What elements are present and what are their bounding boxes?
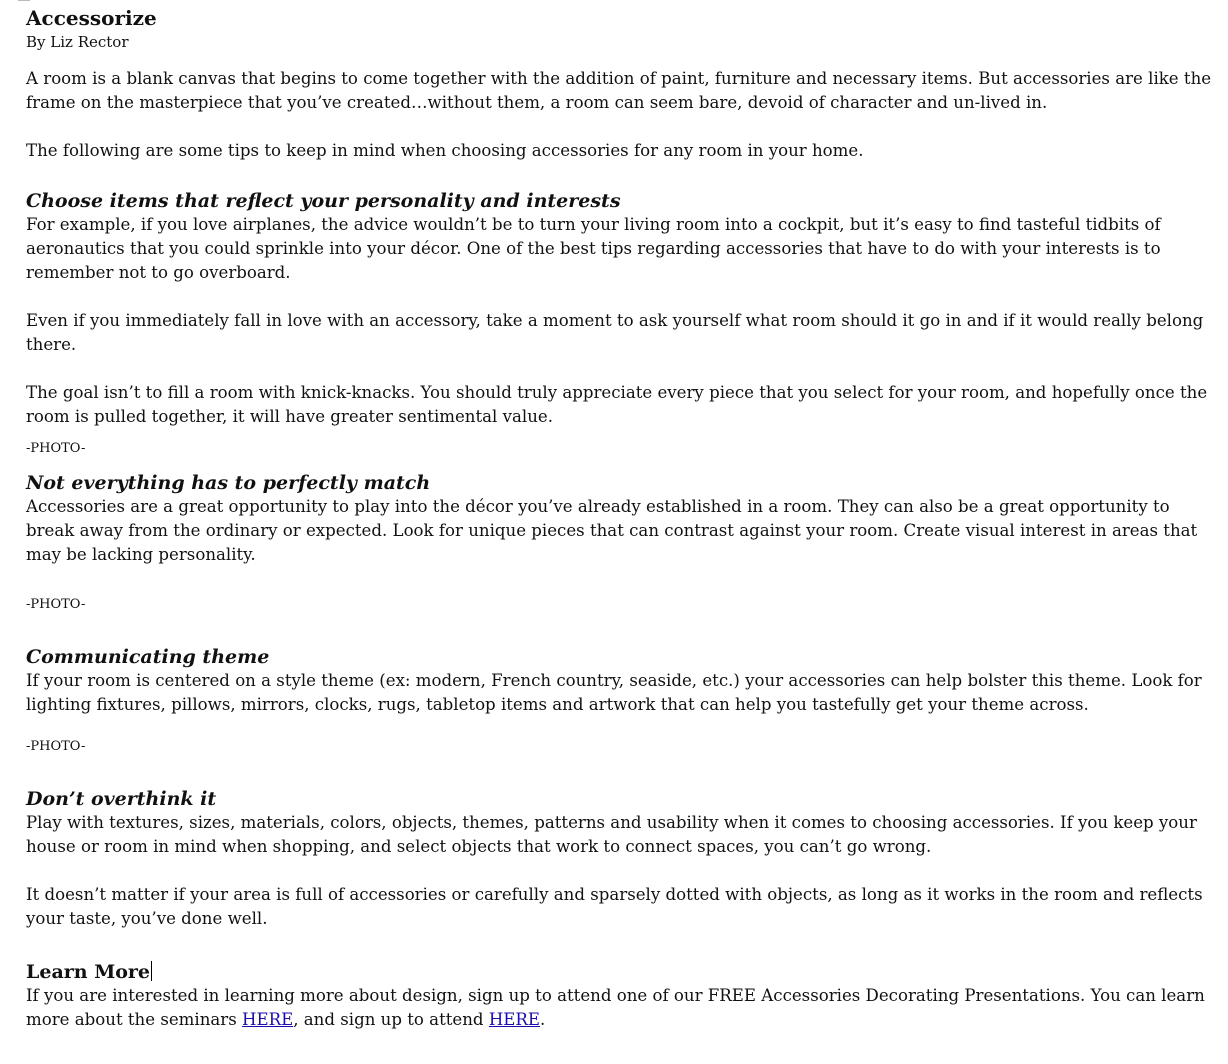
text-cursor (151, 961, 152, 981)
learn-more-heading (26, 960, 1216, 984)
section-paragraph: It doesn’t matter if your area is full of accessories or carefully and sparsely dotted with objects, as long as it works in the room and reflects your taste, you’ve done well. (26, 885, 1203, 928)
section-paragraph: For example, if you love airplanes, the advice wouldn’t be to turn your living room into a cockpit, but it’s easy to find tasteful tidbits of aeronautics that you could sprinkle into your décor. One of the best tips regarding accessories that have to do with your interests is to remember not to go overboard. (26, 215, 1161, 282)
learn-more-heading-text: Learn More (26, 961, 151, 983)
byline: By Liz Rector (26, 33, 129, 51)
learn-more-text-after: . (540, 1010, 546, 1029)
photo-placeholder: -PHOTO- (26, 441, 86, 456)
section-paragraph: Even if you immediately fall in love with an accessory, take a moment to ask yourself what room should it go in and if it would really belong there. (26, 311, 1204, 354)
intro-paragraph: A room is a blank canvas that begins to come together with the addition of paint, furniture and necessary items. But accessories are like the frame on the masterpiece that you’ve created…without them, a room can seem bare, devoid of character and un-lived in. (26, 69, 1212, 112)
section-paragraph: If your room is centered on a style theme (ex: modern, French country, seaside, etc.) your accessories can help bolster this theme. Look for lighting fixtures, pillows, mirrors, clocks, rugs, tabletop items and artwork that can help you tastefully get your theme across. (26, 671, 1202, 714)
section-paragraph: The goal isn’t to fill a room with knick-knacks. You should truly appreciate every piece that you select for your room, and hopefully once the room is pulled together, it will have greater sentimental value. (26, 383, 1208, 426)
section-paragraph: Accessories are a great opportunity to play into the décor you’ve already established in a room. They can also be a great opportunity to break away from the ordinary or expected. Look for unique pieces that can contrast against your room. Create visual interest in areas that may be lacking personality. (26, 497, 1198, 564)
signup-link[interactable]: HERE (488, 1010, 541, 1029)
document-title: Accessorize (26, 6, 157, 30)
document-page[interactable] (26, 5, 1216, 1032)
page-top-marker (18, 0, 30, 1)
seminars-link[interactable]: HERE (242, 1010, 294, 1029)
learn-more-paragraph (26, 984, 1216, 1032)
learn-more-text-before: If you are interested in learning more about design, sign up to attend one of our FREE Accessories Decorating Presentations. You can learn more about the seminars (26, 986, 1205, 1029)
section-heading-personality: Choose items that reflect your personality and interests (26, 190, 621, 212)
learn-more-text-middle: , and sign up to attend (293, 1010, 489, 1029)
photo-placeholder: -PHOTO- (26, 597, 86, 612)
section-paragraph: Play with textures, sizes, materials, colors, objects, themes, patterns and usability when it comes to choosing accessories. If you keep your house or room in mind when shopping, and select objects that work to connect spaces, you can’t go wrong. (26, 813, 1197, 856)
intro-paragraph: The following are some tips to keep in mind when choosing accessories for any room in your home. (26, 141, 864, 160)
section-heading-overthink: Don’t overthink it (26, 788, 217, 810)
photo-placeholder: -PHOTO- (26, 739, 86, 754)
section-heading-match: Not everything has to perfectly match (26, 472, 431, 494)
section-heading-theme: Communicating theme (26, 646, 270, 668)
